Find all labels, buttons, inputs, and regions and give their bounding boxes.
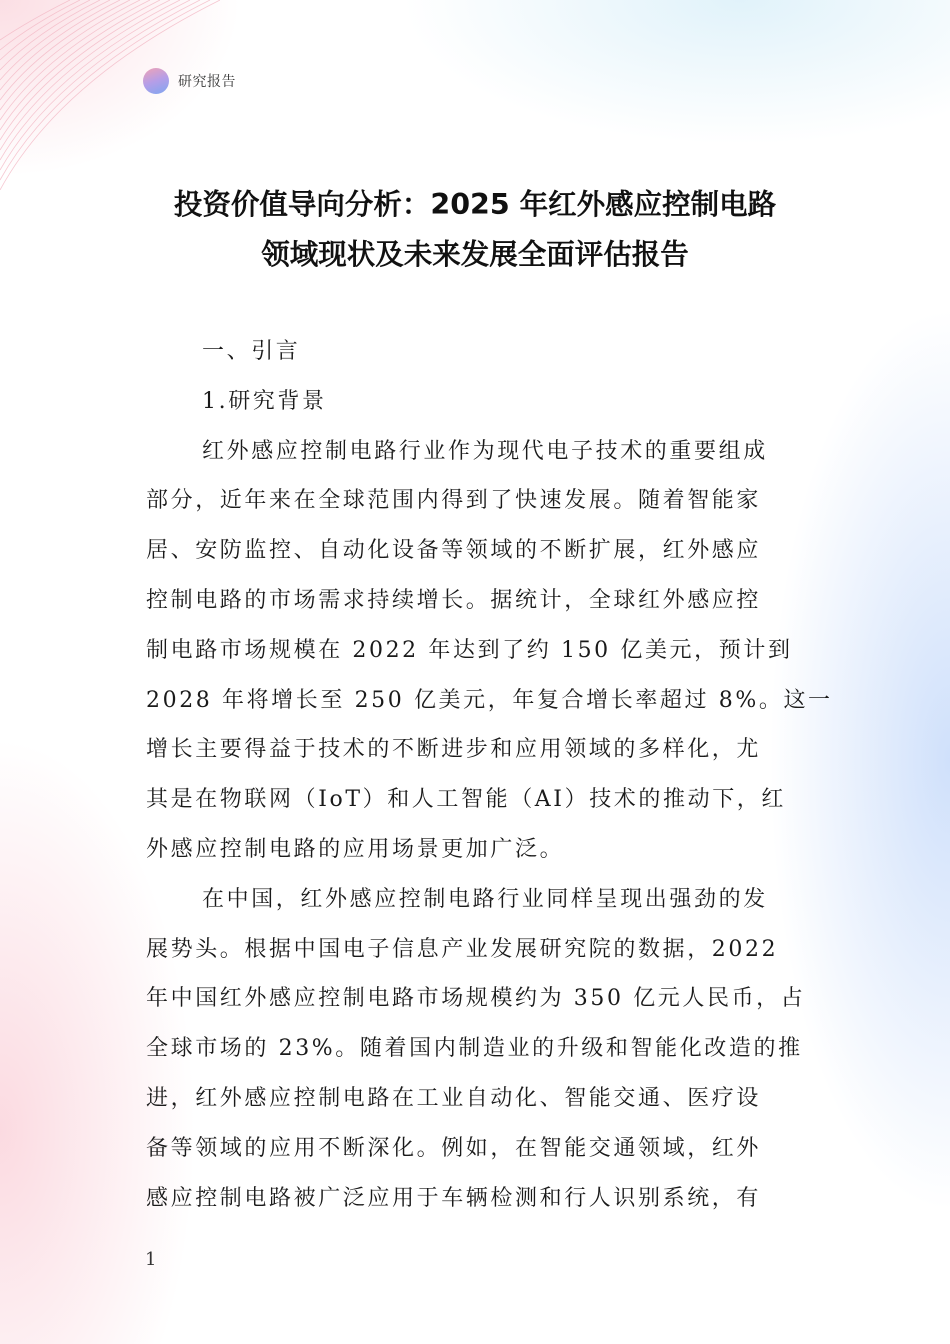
paragraph-line: 在中国，红外感应控制电路行业同样呈现出强劲的发 (202, 886, 768, 912)
paragraph-line: 年中国红外感应控制电路市场规模约为 350 亿元人民币，占 (146, 986, 806, 1012)
document-body (146, 327, 833, 1223)
paragraph-1 (146, 427, 833, 875)
header-label: 研究报告 (178, 74, 236, 90)
title-line-2: 领域现状及未来发展全面评估报告 (261, 238, 689, 271)
paragraph-line: 感应控制电路被广泛应用于车辆检测和行人识别系统，有 (146, 1185, 762, 1211)
paragraph-line: 其是在物联网（IoT）和人工智能（AI）技术的推动下，红 (146, 787, 786, 813)
paragraph-line: 全球市场的 23%。随着国内制造业的升级和智能化改造的推 (146, 1036, 803, 1062)
paragraph-line: 控制电路的市场需求持续增长。据统计，全球红外感应控 (146, 587, 762, 613)
title-line-1: 投资价值导向分析：2025 年红外感应控制电路 (173, 188, 777, 221)
paragraph-line: 制电路市场规模在 2022 年达到了约 150 亿美元，预计到 (146, 637, 793, 663)
paragraph-line: 2028 年将增长至 250 亿美元，年复合增长率超过 8%。这一 (146, 687, 833, 713)
paragraph-line: 居、安防监控、自动化设备等领域的不断扩展，红外感应 (146, 538, 762, 564)
logo-circle-icon (143, 68, 169, 94)
report-header (143, 68, 236, 94)
page-number: 1 (145, 1249, 157, 1270)
paragraph-line: 备等领域的应用不断深化。例如，在智能交通领域，红外 (146, 1135, 762, 1161)
section-heading: 一、引言 (202, 339, 301, 364)
paragraph-line: 部分，近年来在全球范围内得到了快速发展。随着智能家 (146, 488, 762, 514)
paragraph-line: 外感应控制电路的应用场景更加广泛。 (146, 836, 565, 862)
paragraph-2 (146, 875, 806, 1224)
paragraph-line: 增长主要得益于技术的不断进步和应用领域的多样化，尤 (146, 737, 762, 763)
paragraph-line: 进，红外感应控制电路在工业自动化、智能交通、医疗设 (146, 1085, 762, 1111)
decorative-corner-lines (0, 0, 220, 190)
paragraph-line: 红外感应控制电路行业作为现代电子技术的重要组成 (202, 438, 768, 464)
subsection-heading: 1.研究背景 (202, 388, 327, 414)
paragraph-line: 展势头。根据中国电子信息产业发展研究院的数据，2022 (146, 936, 779, 962)
document-title (120, 180, 830, 280)
